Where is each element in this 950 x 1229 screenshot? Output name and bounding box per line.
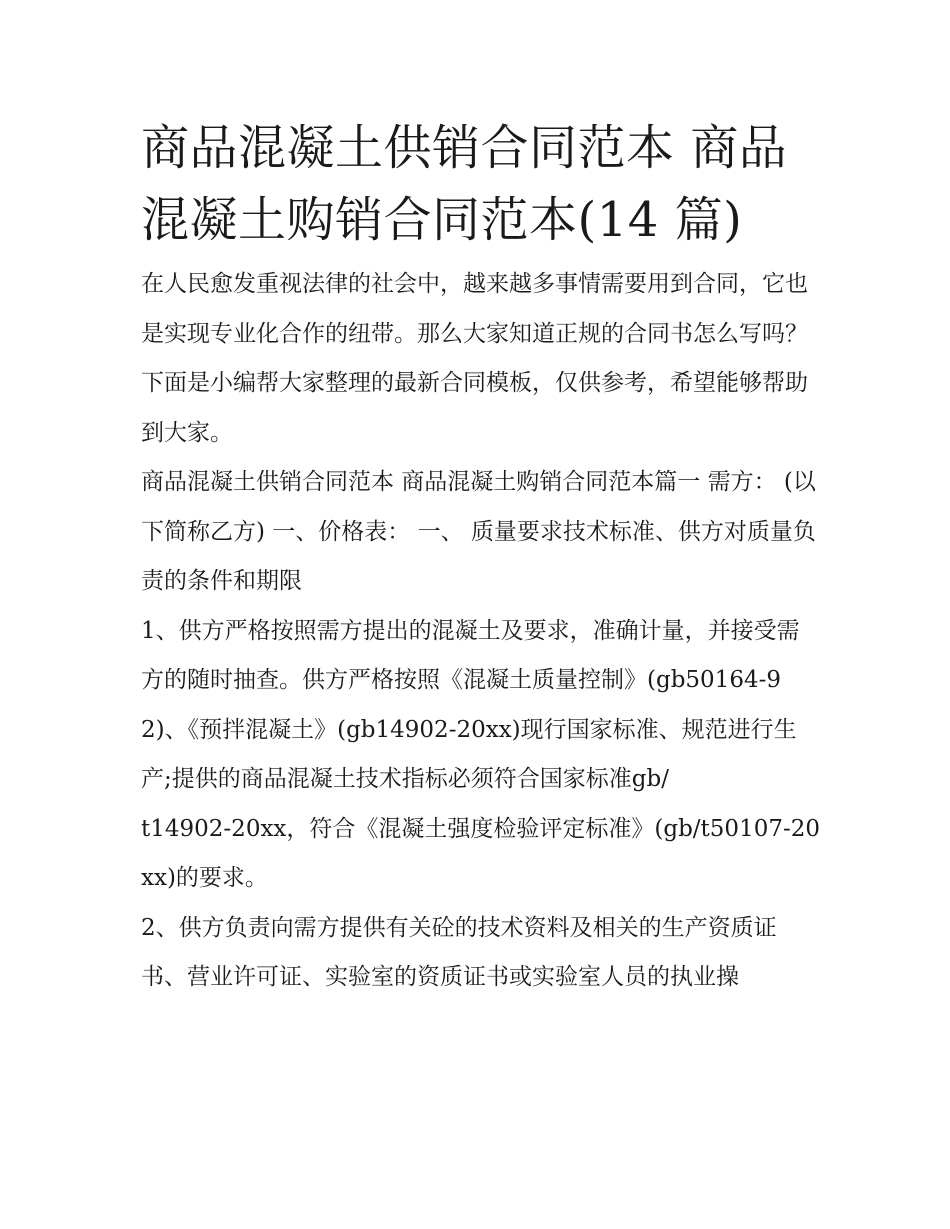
document-page	[141, 112, 821, 1003]
intro-paragraph: 在人民愈发重视法律的社会中，越来越多事情需要用到合同，它也是实现专业化合作的纽带。那么大家知道正规的合同书怎么写吗？下面是小编帮大家整理的最新合同模板，仅供参考，希望能够帮助到大家。	[141, 271, 808, 446]
clause-2: 2、供方负责向需方提供有关砼的技术资料及相关的生产资质证书、营业许可证、实验室的资质证书或实验室人员的执业操	[141, 914, 777, 990]
clause-1-part-a: 1、供方严格按照需方提出的混凝土及要求，准确计量，并接受需方的随时抽查。供方严格按照《混凝土质量控制》(gb50164-92)、《预拌混凝土》(gb14902-20xx)现行国家标准、规范进行生产;提供的商品混凝土技术指标必须符合国家标准gb/	[141, 617, 800, 792]
document-title: 商品混凝土供销合同范本 商品混凝土购销合同范本(14 篇)	[141, 120, 788, 248]
section-heading: 商品混凝土供销合同范本 商品混凝土购销合同范本篇一 需方： (以下简称乙方) 一、价格表： 一、 质量要求技术标准、供方对质量负责的条件和期限	[141, 469, 816, 594]
clause-1-part-b: t14902-20xx，符合《混凝土强度检验评定标准》(gb/t50107-20xx)的要求。	[141, 815, 821, 891]
